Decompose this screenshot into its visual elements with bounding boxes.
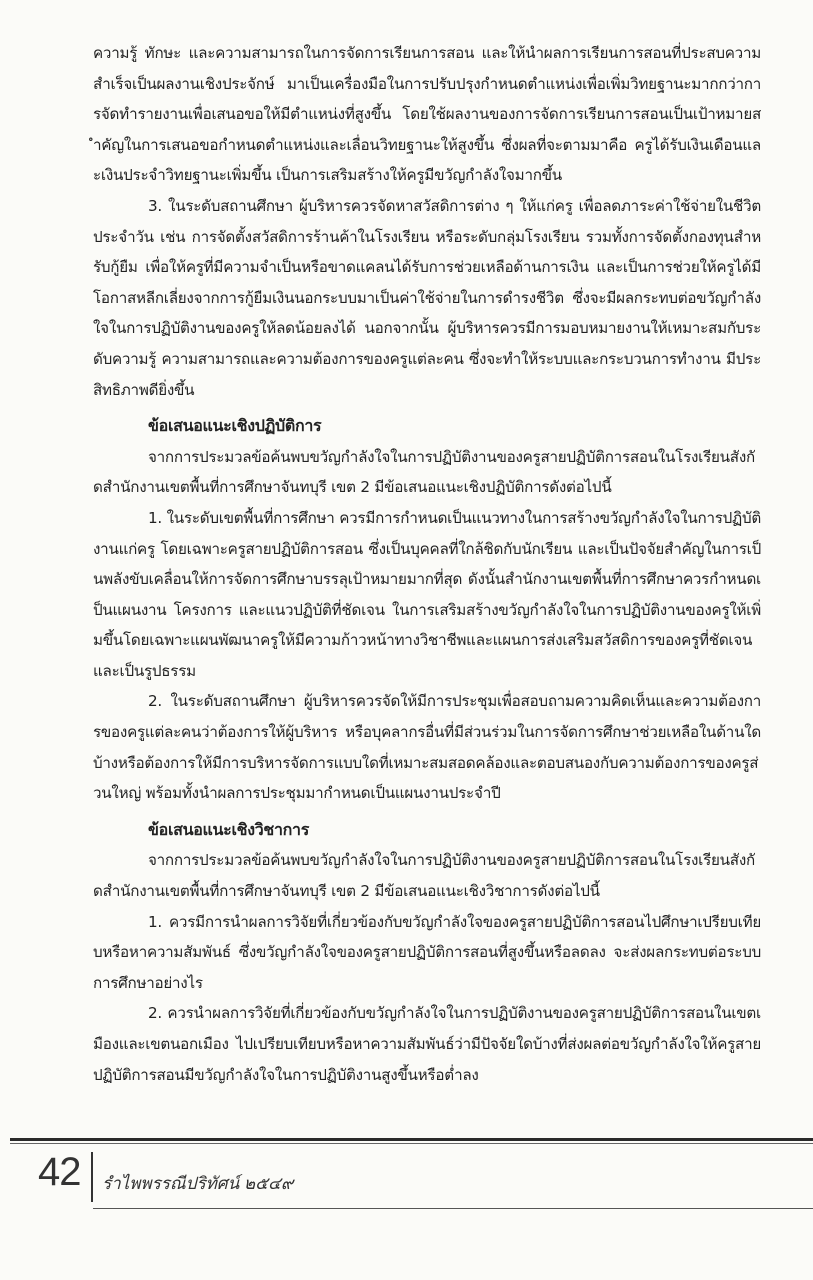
footer-rule [10, 1138, 813, 1141]
paragraph-academic-intro: จากการประมวลข้อค้นพบขวัญกำลังใจในการปฏิบัติงานของครูสายปฏิบัติการสอนในโรงเรียนสังกัดสำนักงานเขตพื้นที่การศึกษาจันทบุรี เขต 2 มีข้อเสนอแนะเชิงวิชาการดังต่อไปนี้ [93, 851, 755, 901]
heading-academic-suggestions: ข้อเสนอแนะเชิงวิชาการ [148, 819, 310, 839]
paragraph-practical-item-2: 2. ในระดับสถานศึกษา ผู้บริหารควรจัดให้มีการประชุมเพื่อสอบถามความคิดเห็นและความต้องการของครูแต่ละคนว่าต้องการให้ผู้บริหาร หรือบุคลากรอื่นที่มีส่วนร่วมในการจัดการศึกษาช่วยเหลือในด้านใดบ้างหรือต้องการให้มีการบริหารจัดการแบบใดที่เหมาะสมสอดคล้องและตอบสนองกับความต้องการของครูส่วนใหญ่ พร้อมทั้งนำผลการประชุมมากำหนดเป็นแผนงานประจำปี [93, 692, 761, 803]
footer-divider [91, 1152, 93, 1202]
paragraph-item-3: 3. ในระดับสถานศึกษา ผู้บริหารควรจัดหาสวัสดิการต่าง ๆ ให้แก่ครู เพื่อลดภาระค่าใช้จ่ายในชีวิตประจำวัน เช่น การจัดตั้งสวัสดิการร้านค้าในโรงเรียน หรือระดับกลุ่มโรงเรียน รวมทั้งการจัดตั้งกองทุนสำหรับกู้ยืม เพื่อให้ครูที่มีความจำเป็นหรือขาดแคลนได้รับการช่วยเหลือด้านการเงิน และเป็นการช่วยให้ครูได้มีโอกาสหลีกเลี่ยงจากการกู้ยืมเงินนอกระบบมาเป็นค่าใช้จ่ายในการดำรงชีวิต ซึ่งจะมีผลกระทบต่อขวัญกำลังใจในการปฏิบัติงานของครูให้ลดน้อยลงได้ นอกจากนั้น ผู้บริหารควรมีการมอบหมายงานให้เหมาะสมกับระดับความรู้ ความสามารถและความต้องการของครูแต่ละคน ซึ่งจะทำให้ระบบและกระบวนการทำงาน มีประสิทธิภาพดียิ่งขึ้น [93, 196, 761, 399]
paragraph-academic-item-2: 2. ควรนำผลการวิจัยที่เกี่ยวข้องกับขวัญกำลังใจในการปฏิบัติงานของครูสายปฏิบัติการสอนในเขตเมืองและเขตนอกเมือง ไปเปรียบเทียบหรือหาความสัมพันธ์ว่ามีปัจจัยใดบ้างที่ส่งผลต่อขวัญกำลังใจให้ครูสายปฏิบัติการสอนมีขวัญกำลังใจในการปฏิบัติงานสูงขึ้นหรือต่ำลง [93, 1004, 761, 1084]
paragraph-practical-intro: จากการประมวลข้อค้นพบขวัญกำลังใจในการปฏิบัติงานของครูสายปฏิบัติการสอนในโรงเรียนสังกัดสำนักงานเขตพื้นที่การศึกษาจันทบุรี เขต 2 มีข้อเสนอแนะเชิงปฏิบัติการดังต่อไปนี้ [93, 447, 755, 497]
footer-bottom-line [93, 1208, 813, 1209]
paragraph-practical-item-1: 1. ในระดับเขตพื้นที่การศึกษา ควรมีการกำหนดเป็นแนวทางในการสร้างขวัญกำลังใจในการปฏิบัติงานแก่ครู โดยเฉพาะครูสายปฏิบัติการสอน ซึ่งเป็นบุคคลที่ใกล้ชิดกับนักเรียน และเป็นปัจจัยสำคัญในการเป็นพลังขับเคลื่อนให้การจัดการศึกษาบรรลุเป้าหมายมากที่สุด ดังนั้นสำนักงานเขตพื้นที่การศึกษาควรกำหนดเป็นแผนงาน โครงการ และแนวปฏิบัติที่ชัดเจน ในการเสริมสร้างขวัญกำลังใจในการปฏิบัติงานของครูให้เพิ่มขึ้นโดยเฉพาะแผนพัฒนาครูให้มีความก้าวหน้าทางวิชาชีพและแผนการส่งเสริมสวัสดิการของครูที่ชัดเจนและเป็นรูปธรรม [93, 508, 761, 680]
paragraph-continuation: ความรู้ ทักษะ และความสามารถในการจัดการเรียนการสอน และให้นำผลการเรียนการสอนที่ประสบความสำเร็จเป็นผลงานเชิงประจักษ์ มาเป็นเครื่องมือในการปรับปรุงกำหนดตำแหน่งเพื่อเพิ่มวิทยฐานะมากกว่าการจัดทำรายงานเพื่อเสนอขอให้มีตำแหน่งที่สูงขึ้น โดยใช้ผลงานของการจัดการเรียนการสอนเป็นเป้าหมายสำคัญในการเสนอขอกำหนดตำแหน่งและเลื่อนวิทยฐานะให้สูงขึ้น ซึ่งผลที่จะตามมาคือ ครูได้รับเงินเดือนและเงินประจำวิทยฐานะเพิ่มขึ้น เป็นการเสริมสร้างให้ครูมีขวัญกำลังใจมากขึ้น [93, 44, 761, 185]
article-body [93, 38, 761, 1090]
journal-name: รำไพพรรณีปริทัศน์ ๒๕๔๙ [102, 1174, 294, 1193]
heading-practical-suggestions: ข้อเสนอแนะเชิงปฏิบัติการ [148, 416, 322, 436]
footer-rule-thin [10, 1143, 813, 1144]
paragraph-academic-item-1: 1. ควรมีการนำผลการวิจัยที่เกี่ยวข้องกับขวัญกำลังใจของครูสายปฏิบัติการสอนไปศึกษาเปรียบเทียบหรือหาความสัมพันธ์ ซึ่งขวัญกำลังใจของครูสายปฏิบัติการสอนที่สูงขึ้นหรือลดลง จะส่งผลกระทบต่อระบบการศึกษาอย่างไร [93, 912, 761, 992]
page-number: 42 [38, 1150, 81, 1194]
